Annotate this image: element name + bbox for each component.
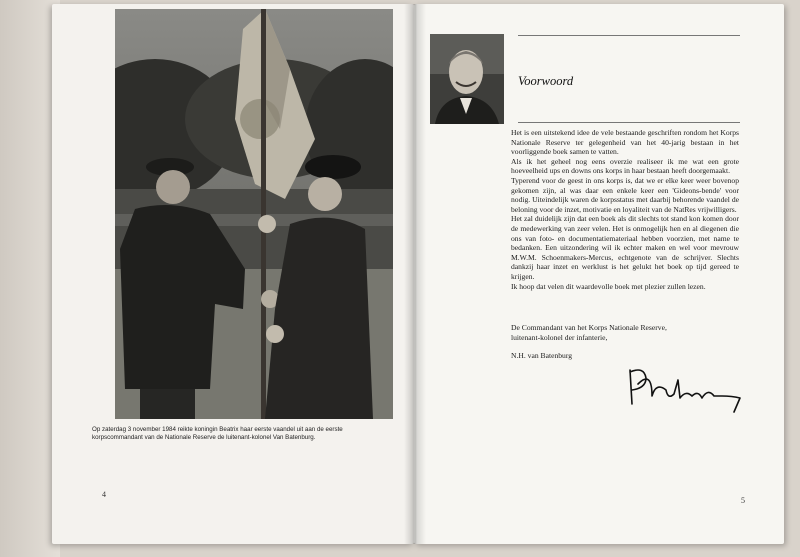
signer-name: N.H. van Batenburg [511,351,573,361]
page-number-left: 4 [102,490,106,499]
signoff-line: De Commandant van het Korps Nationale Reserve, [511,323,667,332]
paragraph: Typerend voor de geest in ons korps is, dat we er elke keer weer bovenop gekomen zijn, al was daar een enkele keer een 'Gideons-bende' voor nodig. Uiteindelijk waren de korpsstatus met daarbij behorende vaandel de beloning voor de inzet, motivatie en loyaliteit van de NatRes vrijwilligers. [511,175,739,214]
ceremony-photo [115,9,393,419]
paragraph: Het zal duidelijk zijn dat een boek als dit slechts tot stand kon komen door de medewerking van zeer velen. Het is onmogelijk hen en al diegenen die ons van foto- en documentatiemateriaal hebben voorzien, met name te bedanken. Een uitzondering wil ik echter maken en wel voor mevrouw M.W.M. Schoenmakers-Mercus, echtgenote van de schrijver. Slechts dankzij haar inzet en werklust is het gelukt het boek op tijd gereed te krijgen. [511,214,739,281]
left-page [52,4,414,544]
signoff-line: luitenant-kolonel der infanterie, [511,332,608,342]
paragraph: Ik hoop dat velen dit waardevolle boek met plezier zullen lezen. [511,281,706,291]
heading-rule [518,122,740,123]
background [0,0,60,557]
author-portrait [430,34,504,124]
page-heading: Voorwoord [518,74,574,88]
open-book [52,4,784,552]
paragraph: Als ik het geheel nog eens overzie realiseer ik me wat een grote hoeveelheid ups en downs ons korps in haar bestaan heeft doorgemaakt. [511,156,739,176]
signoff [511,323,741,361]
book-gutter [404,4,426,544]
top-rule [518,35,740,36]
right-page [414,4,784,544]
foreword-text [511,128,739,291]
handwritten-signature [622,360,752,422]
paragraph: Het is een uitstekend idee de vele bestaande geschriften rondom het Korps Nationale Reserve ter gelegenheid van het 40-jarig bestaan in het voorliggende boek samen te vatten. [511,128,739,157]
page-number-right: 5 [741,496,745,505]
photo-caption: Op zaterdag 3 november 1984 reikte koningin Beatrix haar eerste vaandel uit aan de eerste korpscommandant van de Nationale Reserve de luitenant-kolonel Van Batenburg. [92,426,343,441]
